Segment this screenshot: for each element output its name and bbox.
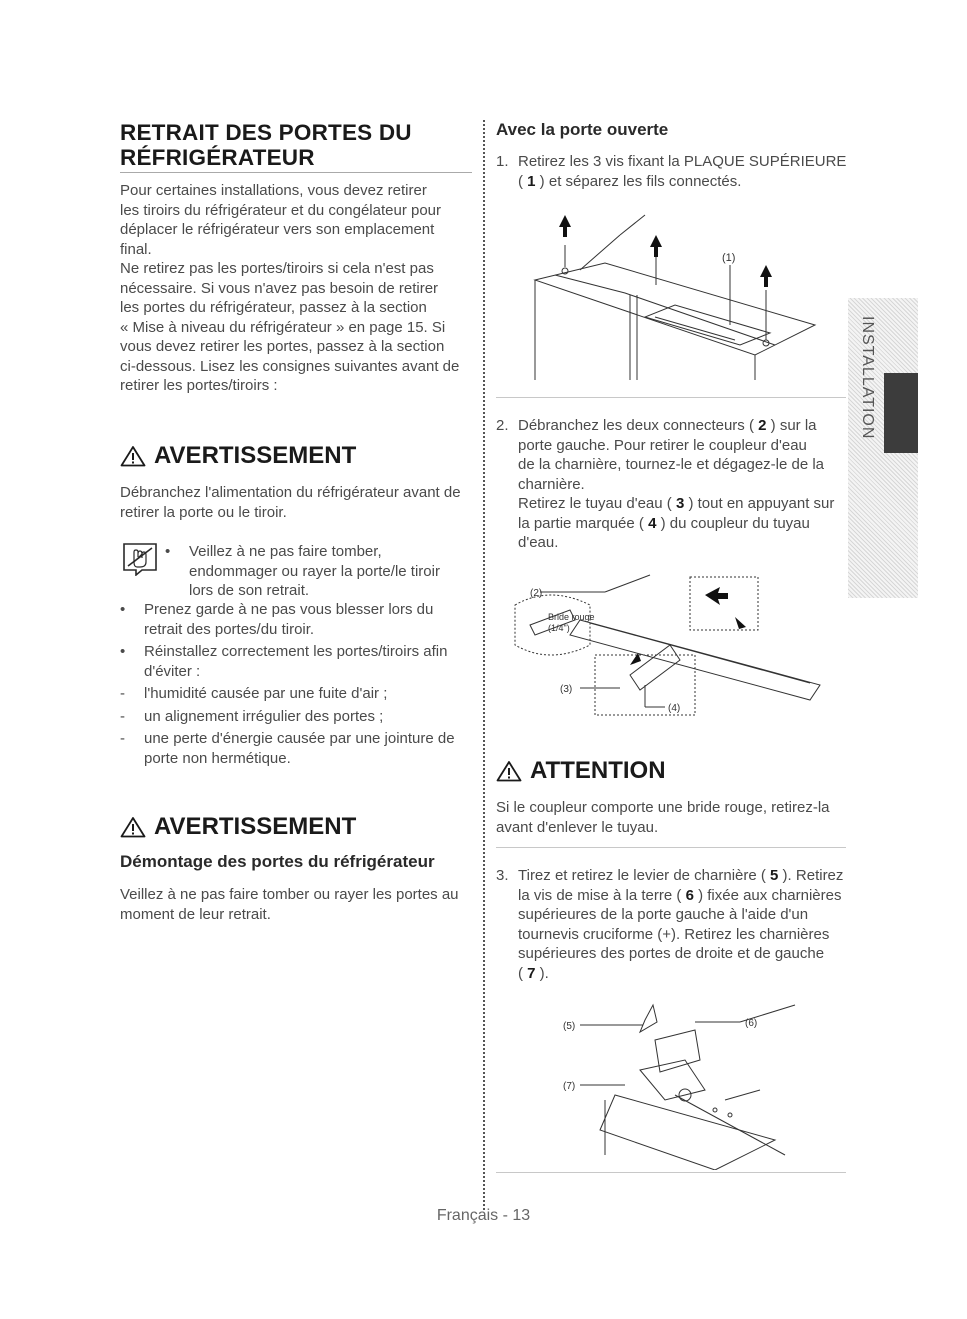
step-1: 1. Retirez les 3 vis fixant la PLAQUE SUPÉRIEURE ( 1 ) et séparez les fils connectés. (496, 153, 847, 190)
section-title: Avec la porte ouverte (496, 120, 669, 139)
callout-4: (4) (668, 703, 681, 714)
title-line-2: RÉFRIGÉRATEUR (120, 145, 315, 170)
warning-triangle-icon (120, 445, 146, 467)
list-item: - un alignement irrégulier des portes ; (120, 707, 384, 725)
callout-2: (2) (530, 588, 543, 599)
callout-3: (3) (560, 684, 573, 695)
warning-heading-2: AVERTISSEMENT (120, 813, 356, 841)
bullet-dot: • (165, 543, 171, 560)
list-item: - une perte d'énergie causée par une jointure de porte non hermétique. (120, 730, 455, 767)
section-side-tab (848, 298, 918, 598)
figure-hinge (555, 1000, 825, 1170)
page-footer: Français - 13 (436, 1207, 531, 1224)
side-tab-marker (884, 373, 918, 453)
figure-top-plate (525, 205, 825, 385)
warning-heading-1: AVERTISSEMENT (120, 442, 356, 470)
title-rule (120, 172, 472, 173)
title-line-1: RETRAIT DES PORTES DU (120, 120, 412, 145)
divider (496, 847, 846, 848)
page-title (120, 120, 412, 170)
note-bullet: • Veillez à ne pas faire tomber, endommager ou rayer la porte/le tiroir lors de son retrait. (165, 543, 440, 599)
bride-label: Bride rouge (548, 612, 595, 622)
divider (496, 1172, 846, 1173)
no-touch-icon (120, 540, 164, 576)
list-item: • Prenez garde à ne pas vous blesser lors du retrait des portes/du tiroir. (120, 601, 434, 638)
warning-2-subheading: Démontage des portes du réfrigérateur (120, 852, 435, 871)
callout-7: (7) (563, 1081, 576, 1092)
attention-heading: ATTENTION (496, 757, 666, 785)
step-3: 3. Tirez et retirez le levier de charnière ( 5 ). Retirez la vis de mise à la terre ( 6 ) fixée aux charnières supérieures de la porte gauche à l'aide d'un tournevis cruciforme (+). Retirez les charnières supérieures des portes de droite et de gauche ( 7 ). (496, 867, 844, 982)
list-item: - l'humidité causée par une fuite d'air ; (120, 685, 388, 702)
bride-size: (1/4") (548, 623, 570, 633)
intro-paragraph: Pour certaines installations, vous devez retirer les tiroirs du réfrigérateur et du congélateur pour déplacer le réfrigérateur vers son emplacement final. Ne retirez pas les portes/tiroirs si cela n'est pas nécessaire. Si vous n'avez pas besoin de retirer les portes du réfrigérateur, passez à la section « Mise à niveau du réfrigérateur » en page 15. Si vous devez retirer les portes, passez à la section ci-dessous. Lisez les consignes suivantes avant de retirer les portes/tiroirs : (120, 182, 460, 394)
figure-water-coupler (510, 565, 830, 725)
list-item: • Réinstallez correctement les portes/tiroirs afin d'éviter : (120, 643, 448, 680)
warning-triangle-icon (120, 816, 146, 838)
callout-1: (1) (722, 252, 736, 264)
attention-text: Si le coupleur comporte une bride rouge, retirez-la avant d'enlever le tuyau. (496, 799, 830, 836)
column-divider (483, 120, 485, 1210)
side-tab-label: INSTALLATION (859, 316, 876, 440)
step-2: 2. Débranchez les deux connecteurs ( 2 ) sur la porte gauche. Pour retirer le coupleur d'eau de la charnière, tournez-le et dégagez-le de la charnière. Retirez le tuyau d'eau ( 3 ) tout en appuyant sur la partie marquée ( 4 ) du coupleur du tuyau d'eau. (496, 417, 835, 551)
warning-2-text: Veillez à ne pas faire tomber ou rayer les portes au moment de leur retrait. (120, 886, 459, 923)
divider (496, 397, 846, 398)
callout-6: (6) (745, 1018, 758, 1029)
warning-1-text: Débranchez l'alimentation du réfrigérateur avant de retirer la porte ou le tiroir. (120, 484, 461, 521)
warning-1-bullets (120, 600, 480, 768)
callout-5: (5) (563, 1021, 576, 1032)
warning-triangle-icon (496, 760, 522, 782)
